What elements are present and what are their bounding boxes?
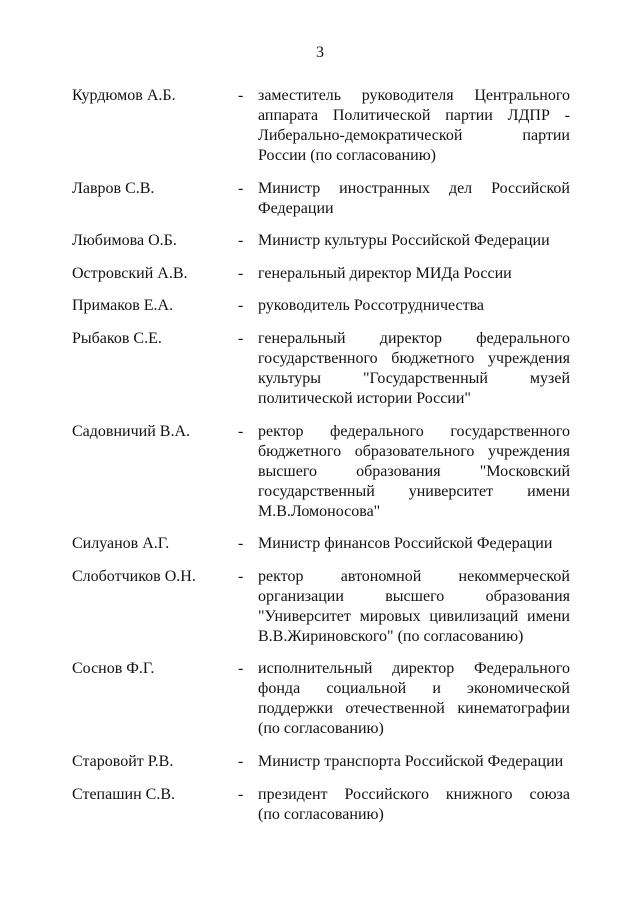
position-line: руководитель Россотрудничества	[258, 297, 485, 315]
position-line: М.В.Ломоносова"	[258, 502, 381, 520]
member-position	[258, 534, 570, 554]
position-line: поддержки отечественной кинематографии	[258, 700, 570, 718]
position-line: генеральный директор МИДа России	[258, 264, 512, 282]
position-line: заместитель руководителя Центрального	[258, 87, 570, 104]
member-position	[258, 296, 570, 316]
member-position	[258, 179, 570, 219]
member-name: Примаков Е.А.	[72, 297, 174, 315]
position-line: политической истории России"	[258, 390, 471, 407]
member-position	[258, 567, 570, 647]
member-position	[258, 264, 570, 284]
separator-dash: -	[238, 232, 244, 250]
separator-dash: -	[238, 753, 244, 770]
member-name: Лавров С.В.	[72, 179, 155, 197]
member-position	[258, 752, 570, 772]
position-line: генеральный директор федерального	[258, 330, 570, 347]
list-item	[0, 264, 640, 284]
list-item	[0, 296, 640, 316]
list-item	[0, 567, 640, 645]
position-line: государственного бюджетного учреждения	[258, 350, 570, 367]
position-line: президент Российского книжного союза	[258, 785, 570, 803]
position-line: "Университет мировых цивилизаций имени	[258, 607, 570, 625]
separator-dash: -	[238, 785, 244, 803]
member-name: Островский А.В.	[72, 264, 188, 282]
position-line: ректор автономной некоммерческой	[258, 567, 570, 585]
member-name: Старовойт Р.В.	[72, 753, 174, 770]
list-item	[0, 179, 640, 217]
position-line: бюджетного образовательного учреждения	[258, 442, 570, 460]
position-line: В.В.Жириновского" (по согласованию)	[258, 627, 524, 645]
position-line: фонда социальной и экономической	[258, 680, 570, 698]
position-line: культуры "Государственный музей	[258, 370, 570, 387]
member-position	[258, 785, 570, 825]
position-line: (по согласованию)	[258, 805, 384, 823]
position-line: России (по согласованию)	[258, 147, 437, 164]
member-name: Степашин С.В.	[72, 785, 176, 803]
separator-dash: -	[238, 264, 244, 282]
separator-dash: -	[238, 297, 244, 315]
list-item	[0, 231, 640, 251]
position-line: Министр культуры Российской Федерации	[258, 232, 550, 250]
list-item	[0, 329, 640, 407]
separator-dash: -	[238, 535, 244, 553]
separator-dash: -	[238, 330, 244, 347]
page-number: 3	[316, 44, 324, 61]
position-line: аппарата Политической партии ЛДПР -	[258, 107, 570, 124]
position-line: организации высшего образования	[258, 587, 570, 605]
list-item	[0, 785, 640, 823]
position-line: Федерации	[258, 199, 334, 217]
position-line: (по согласованию)	[258, 720, 384, 738]
list-item	[0, 752, 640, 772]
member-name: Рыбаков С.Е.	[72, 330, 162, 347]
member-position	[258, 659, 570, 739]
separator-dash: -	[238, 179, 244, 197]
separator-dash: -	[238, 567, 244, 585]
list-item	[0, 659, 640, 738]
member-name: Курдюмов А.Б.	[72, 87, 176, 104]
list-item	[0, 422, 640, 520]
member-name: Слоботчиков О.Н.	[72, 567, 196, 585]
member-name: Любимова О.Б.	[72, 232, 177, 250]
position-line: ректор федерального государственного	[258, 422, 570, 440]
separator-dash: -	[238, 422, 244, 440]
member-position	[258, 329, 570, 409]
position-line: Либерально-демократической партии	[258, 127, 570, 144]
member-name: Силуанов А.Г.	[72, 535, 170, 553]
position-line: Министр финансов Российской Федерации	[258, 535, 553, 553]
list-item	[0, 86, 640, 164]
position-line: Министр транспорта Российской Федерации	[258, 753, 564, 770]
member-position	[258, 86, 570, 166]
position-line: Министр иностранных дел Российской	[258, 179, 570, 197]
member-name: Садовничий В.А.	[72, 422, 190, 440]
position-line: исполнительный директор Федерального	[258, 660, 570, 678]
separator-dash: -	[238, 660, 244, 678]
list-item	[0, 534, 640, 554]
position-line: государственный университет имени	[258, 482, 570, 500]
member-position	[258, 231, 570, 251]
member-name: Соснов Ф.Г.	[72, 660, 155, 678]
separator-dash: -	[238, 87, 244, 104]
member-position	[258, 422, 570, 522]
position-line: высшего образования "Московский	[258, 462, 570, 480]
